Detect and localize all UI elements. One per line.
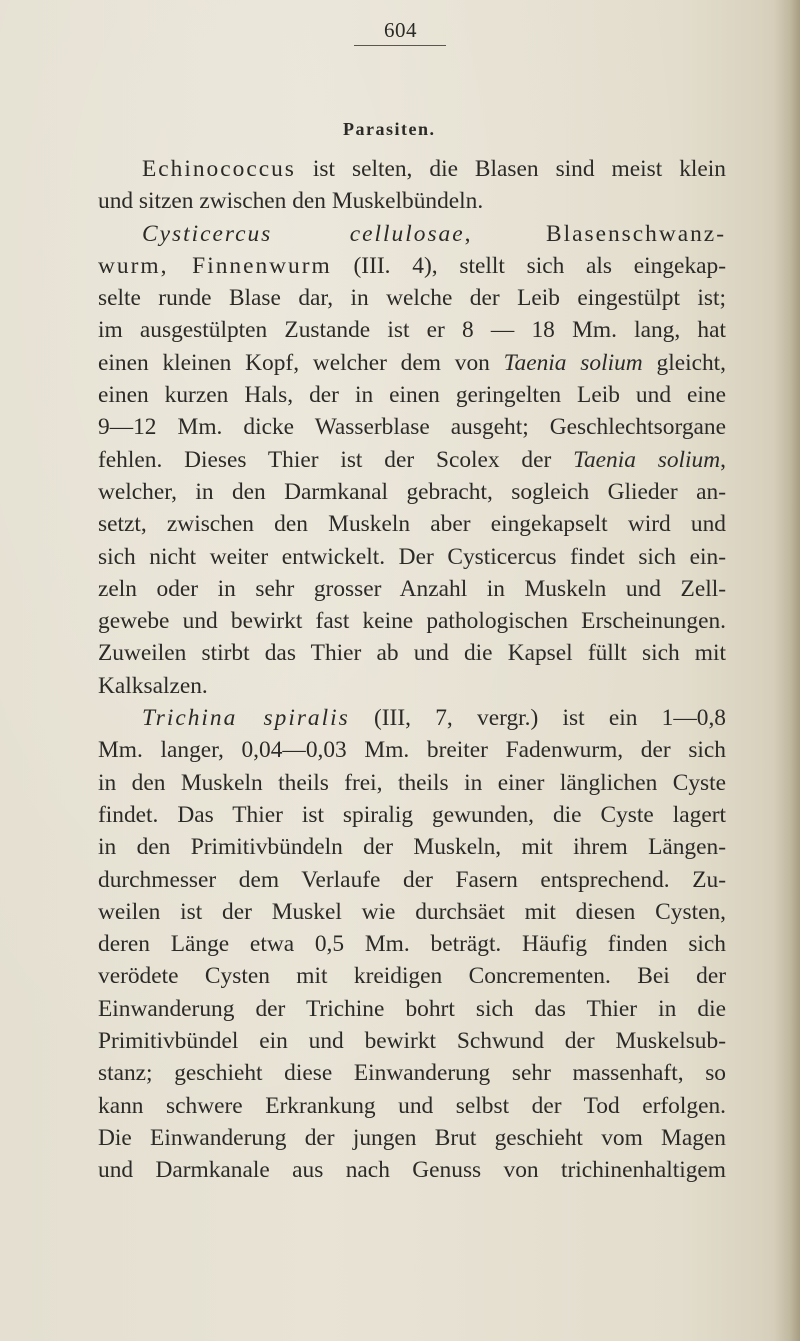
text-line: Einwanderung der Trichine bohrt sich das Thier in die (98, 995, 726, 1022)
text-line: im ausgestülpten Zustande ist er 8 — 18 Mm. lang, hat (98, 317, 726, 344)
text-line: und sitzen zwischen den Muskelbündeln. (98, 188, 484, 215)
text-line: in den Primitivbündeln der Muskeln, mit ihrem Längen- (98, 834, 726, 861)
text-line: Cysticercus cellulosae, Blasenschwanz- (142, 220, 726, 247)
term-taenia-solium: Taenia solium (503, 349, 643, 376)
text-line: in den Muskeln theils frei, theils in einer länglichen Cyste (98, 769, 726, 796)
text-line: und Darmkanale aus nach Genuss von trichinenhaltigem (98, 1157, 726, 1184)
text-line: fehlen. Dieses Thier ist der Scolex der Taenia solium, (98, 446, 726, 473)
term-blasenschwanzwurm: Blasenschwanz- (546, 220, 726, 247)
term-finnenwurm: wurm, Finnenwurm (98, 252, 332, 279)
text-line: Die Einwanderung der jungen Brut geschieht vom Magen (98, 1124, 726, 1151)
text-line: wurm, Finnenwurm (III. 4), stellt sich als eingekap- (98, 252, 727, 279)
paragraph-trichina (98, 702, 726, 1186)
text-line: setzt, zwischen den Muskeln aber eingekapselt wird und (98, 511, 726, 538)
paragraph-cysticercus (98, 218, 726, 702)
text-line: kann schwere Erkrankung und selbst der Tod erfolgen. (98, 1092, 726, 1119)
page-edge-shadow (774, 0, 800, 1341)
term-taenia-solium: Taenia solium (573, 446, 721, 473)
text-line: Echinococcus ist selten, die Blasen sind meist klein (142, 156, 726, 182)
term-trichina-spiralis: Trichina spiralis (142, 705, 350, 732)
page-number-rule (354, 45, 446, 46)
page-number: 604 (384, 18, 417, 42)
paragraph-echinococcus (98, 153, 726, 218)
text-line: sich nicht weiter entwickelt. Der Cysticercus findet sich ein- (98, 543, 726, 570)
text-line: Trichina spiralis (III, 7, vergr.) ist ein 1—0,8 (142, 705, 726, 732)
text-line: Primitivbündel ein und bewirkt Schwund der Muskelsub- (98, 1028, 726, 1055)
text-line: findet. Das Thier ist spiralig gewunden, die Cyste lagert (98, 801, 726, 828)
text-line: durchmesser dem Verlaufe der Fasern entsprechend. Zu- (98, 866, 726, 893)
text-line: Mm. langer, 0,04—0,03 Mm. breiter Fadenwurm, der sich (98, 737, 726, 764)
text-line: Zuweilen stirbt das Thier ab und die Kapsel füllt sich mit (98, 640, 726, 667)
term-echinococcus: Echinococcus (142, 156, 296, 182)
text-line: deren Länge etwa 0,5 Mm. beträgt. Häufig finden sich (98, 931, 726, 958)
running-header: Parasiten. (343, 119, 436, 139)
text-line: zeln oder in sehr grosser Anzahl in Muskeln und Zell- (98, 575, 726, 602)
text-line: stanz; geschieht diese Einwanderung sehr massenhaft, so (98, 1060, 726, 1087)
text-line: gewebe und bewirkt fast keine pathologischen Erscheinungen. (98, 608, 726, 635)
text-line: einen kurzen Hals, der in einen geringelten Leib und eine (98, 382, 726, 409)
text-line: selte runde Blase dar, in welche der Leib eingestülpt ist; (98, 285, 726, 312)
term-cysticercus-cellulosae: Cysticercus cellulosae (142, 220, 465, 247)
text-line: welcher, in den Darmkanal gebracht, sogleich Glieder an- (98, 478, 726, 505)
text-line: Kalksalzen. (98, 672, 208, 699)
text-line: verödete Cysten mit kreidigen Concrementen. Bei der (98, 963, 726, 990)
text-line: 9—12 Mm. dicke Wasserblase ausgeht; Geschlechtsorgane (98, 414, 726, 441)
text-line: einen kleinen Kopf, welcher dem von Taenia solium gleicht, (98, 349, 726, 376)
text-line: weilen ist der Muskel wie durchsäet mit diesen Cysten, (98, 898, 726, 925)
body-text (98, 153, 726, 1187)
